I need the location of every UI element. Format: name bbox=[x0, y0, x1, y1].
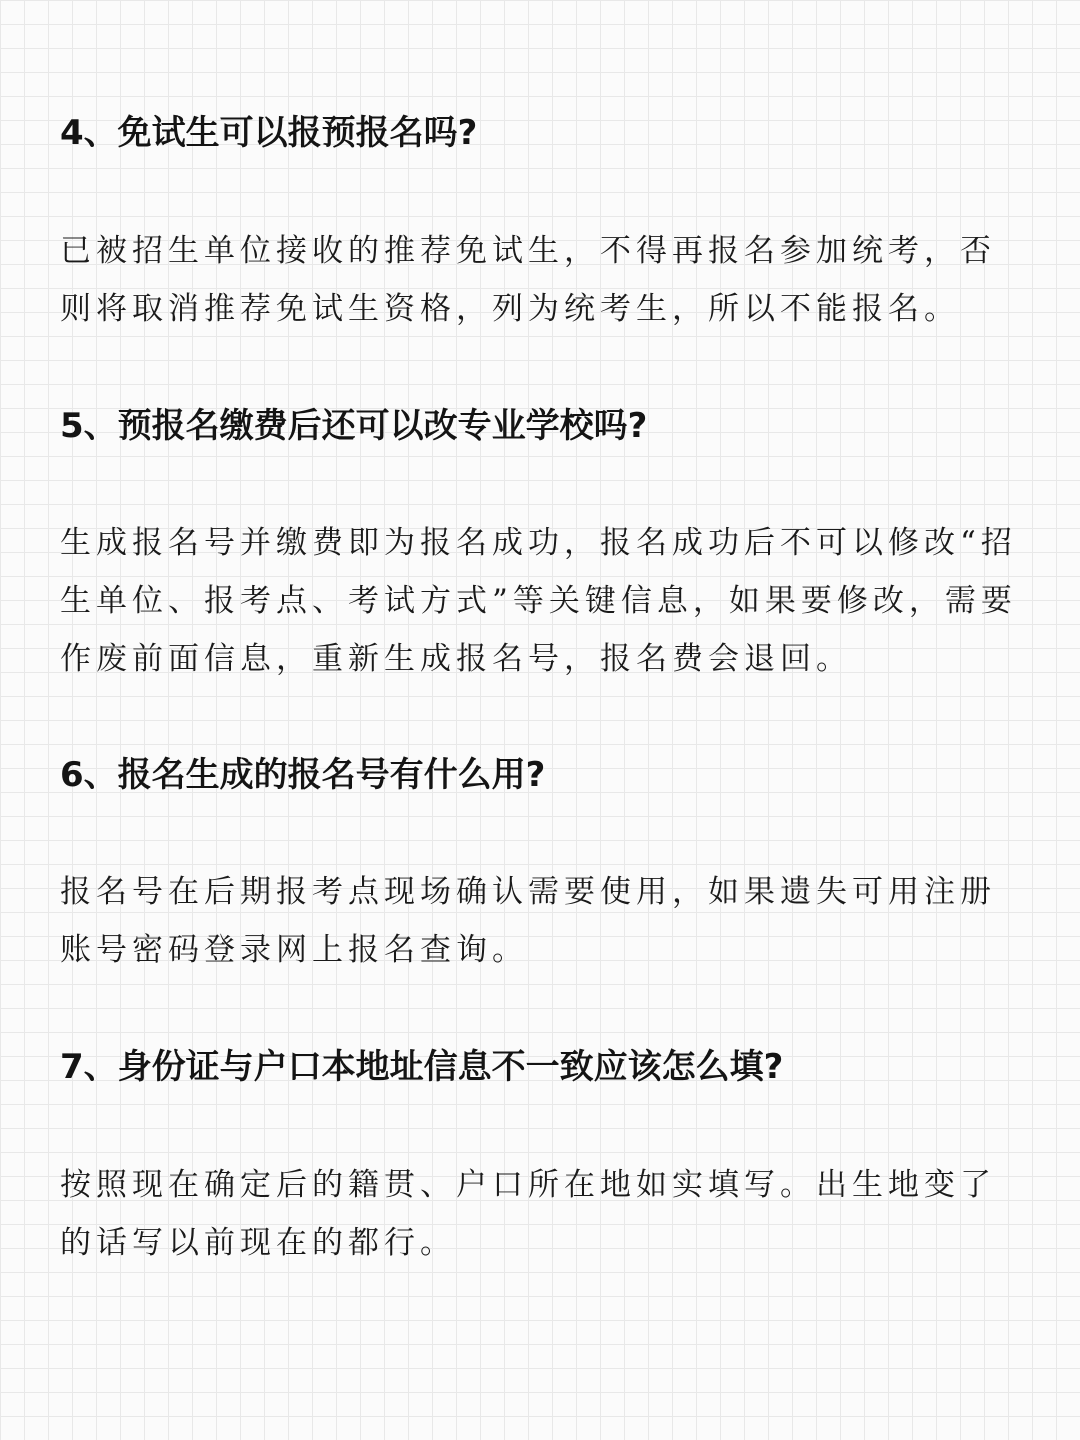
faq-answer-7: 按照现在确定后的籍贯、户口所在地如实填写。出生地变了的话写以前现在的都行。 bbox=[60, 1167, 996, 1261]
faq-answer-4: 已被招生单位接收的推荐免试生，不得再报名参加统考，否则将取消推荐免试生资格，列为统考生，所以不能报名。 bbox=[60, 233, 996, 327]
faq-question-4: 4、免试生可以报预报名吗? bbox=[60, 113, 478, 153]
faq-question-7: 7、身份证与户口本地址信息不一致应该怎么填? bbox=[60, 1047, 784, 1087]
faq-question-5: 5、预报名缴费后还可以改专业学校吗? bbox=[60, 406, 648, 446]
faq-question-6: 6、报名生成的报名号有什么用? bbox=[60, 755, 546, 795]
faq-answer-6: 报名号在后期报考点现场确认需要使用，如果遗失可用注册账号密码登录网上报名查询。 bbox=[60, 874, 996, 968]
faq-answer-5: 生成报名号并缴费即为报名成功，报名成功后不可以修改“招生单位、报考点、考试方式”等关键信息，如果要修改，需要作废前面信息，重新生成报名号，报名费会退回。 bbox=[60, 525, 1017, 677]
